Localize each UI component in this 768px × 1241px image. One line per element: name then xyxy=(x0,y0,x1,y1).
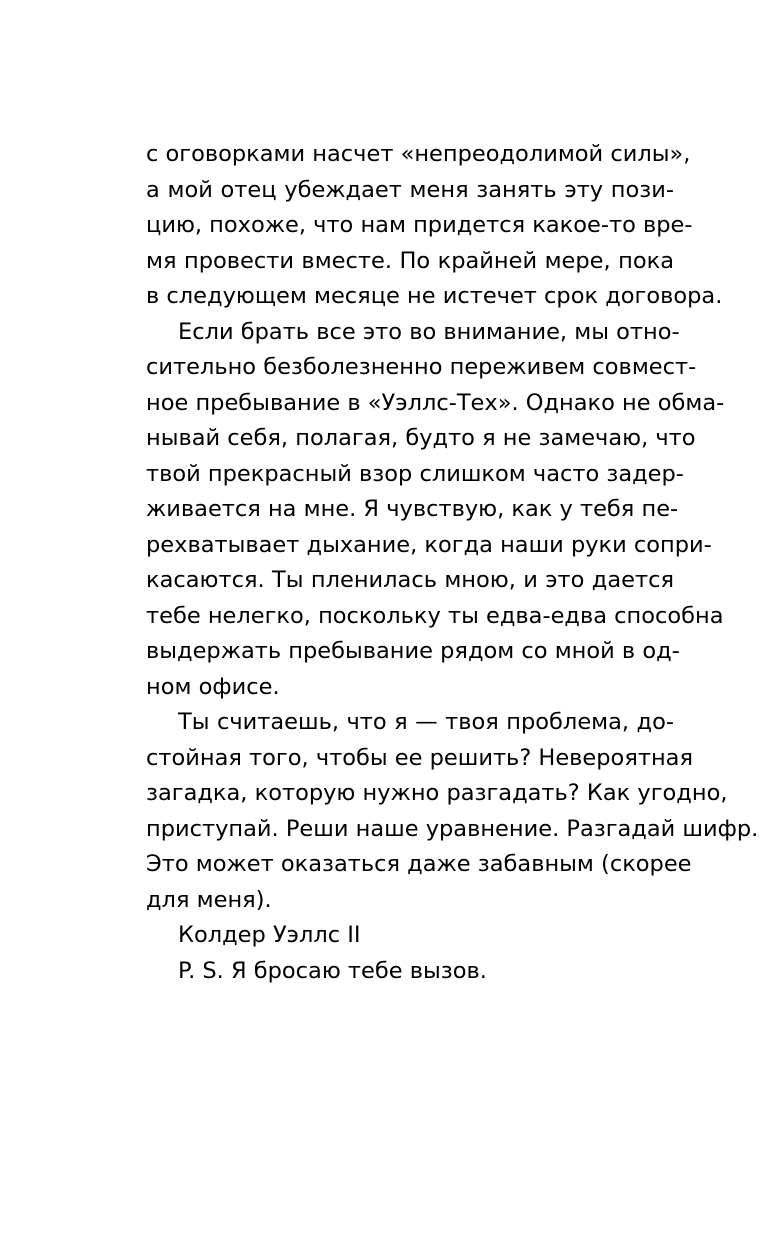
text-line: рехватывает дыхание, когда наши руки сопри- xyxy=(146,531,712,558)
text-line: загадка, которую нужно разгадать? Как угодно, xyxy=(146,780,728,806)
paragraph xyxy=(146,137,723,315)
text-line: живается на мне. Я чувствую, как у тебя пе- xyxy=(146,496,679,522)
signature xyxy=(146,918,674,954)
text-line: выдержать пребывание рядом со мной в од- xyxy=(146,638,680,664)
text-line: Это может оказаться даже забавным (скорее xyxy=(146,851,692,877)
text-line: сительно безболезненно переживем совмест- xyxy=(146,354,697,380)
text-line: для меня). xyxy=(146,886,272,913)
text-line: тебе нелегко, поскольку ты едва-едва способна xyxy=(146,602,724,629)
text-line: с оговорками насчет «непреодолимой силы», xyxy=(146,141,691,167)
text-line: а мой отец убеждает меня занять эту пози- xyxy=(146,176,674,203)
paragraph xyxy=(146,315,725,706)
text-line: касаются. Ты пленилась мною, и это дается xyxy=(146,567,674,593)
text-line: приступай. Реши наше уравнение. Разгадай шифр. xyxy=(146,815,759,842)
text-line: Если брать все это во внимание, мы отно- xyxy=(178,318,680,345)
text-line: стойная того, чтобы ее решить? Невероятная xyxy=(146,744,693,771)
postscript xyxy=(146,954,674,990)
text-line: ном офисе. xyxy=(146,673,280,700)
paragraph xyxy=(146,705,759,918)
text-line: Ты считаешь, что я — твоя проблема, до- xyxy=(178,709,674,735)
text-line: твой прекрасный взор слишком часто задер- xyxy=(146,460,684,487)
letter-text xyxy=(146,137,759,989)
text-line: цию, похоже, что нам придется какое-то вре- xyxy=(146,212,693,238)
text-line: нывай себя, полагая, будто я не замечаю, что xyxy=(146,425,696,451)
text-line: в следующем месяце не истечет срок договора. xyxy=(146,283,723,309)
signature-line: Колдер Уэллс II xyxy=(178,922,361,948)
postscript-line: P. S. Я бросаю тебе вызов. xyxy=(178,957,487,984)
text-line: мя провести вместе. По крайней мере, пока xyxy=(146,247,674,274)
text-line: ное пребывание в «Уэллс-Тех». Однако не обма- xyxy=(146,389,725,416)
